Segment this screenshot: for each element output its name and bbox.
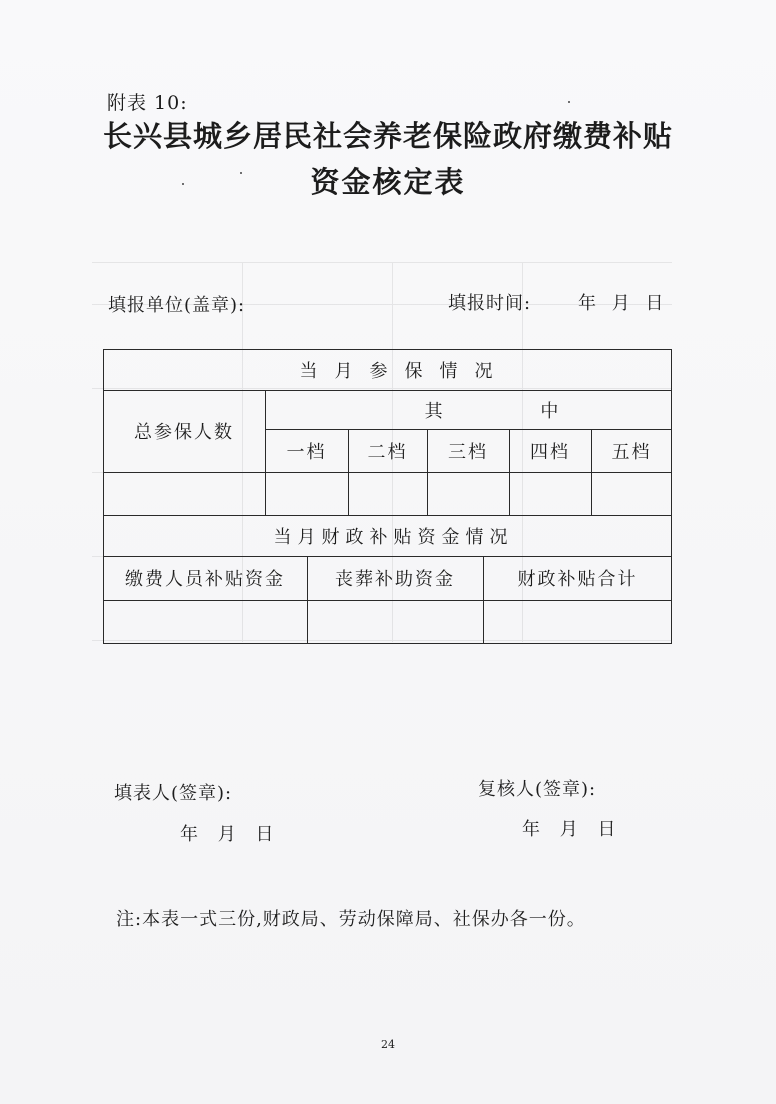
form-title-line-1: 长兴县城乡居民社会养老保险政府缴费补贴 (102, 119, 673, 153)
page-number: 24 (381, 1038, 395, 1051)
of-which-label: 其 中 (424, 400, 605, 422)
tier-4-label: 四档 (530, 441, 570, 463)
contributor-subsidy-label: 缴费人员补贴资金 (125, 569, 285, 590)
tier-2-label: 二档 (367, 441, 408, 463)
filler-date-placeholder: 年 月 日 (180, 824, 274, 845)
funeral-subsidy-label: 丧葬补助资金 (335, 569, 455, 590)
reviewer-signature-label: 复核人(签章): (478, 779, 597, 800)
total-insured-value-cell[interactable] (103, 472, 265, 515)
funeral-subsidy-value-cell[interactable] (307, 600, 483, 643)
tier-values-cell[interactable] (265, 472, 672, 515)
subsidy-total-value-cell[interactable] (483, 600, 672, 643)
tier-3-label: 三档 (448, 441, 488, 463)
table-rule (103, 643, 672, 644)
scan-speck (182, 183, 184, 185)
filler-signature-label: 填表人(签章): (114, 783, 233, 804)
scan-speck (240, 172, 242, 174)
tier-1-label: 一档 (286, 441, 327, 463)
reporting-time-label: 填报时间: (448, 293, 532, 314)
section-header-insured: 当月参保情况 (299, 360, 510, 382)
reviewer-date-placeholder: 年 月 日 (522, 819, 616, 840)
tier-5-label: 五档 (611, 441, 652, 463)
section-header-subsidy: 当月财政补贴资金情况 (273, 526, 514, 548)
subsidy-total-label: 财政补贴合计 (517, 569, 638, 590)
contributor-subsidy-value-cell[interactable] (103, 600, 307, 643)
subsidy-form-table (103, 349, 672, 644)
reporting-date-placeholder: 年 月 日 (578, 293, 664, 314)
scan-speck (568, 101, 570, 103)
annex-label: 附表 10: (107, 92, 188, 114)
reporting-unit-label: 填报单位(盖章): (108, 295, 246, 316)
footnote: 注:本表一式三份,财政局、劳动保障局、社保办各一份。 (116, 909, 586, 930)
total-insured-label: 总参保人数 (134, 422, 234, 443)
form-title-line-2: 资金核定表 (310, 165, 466, 199)
